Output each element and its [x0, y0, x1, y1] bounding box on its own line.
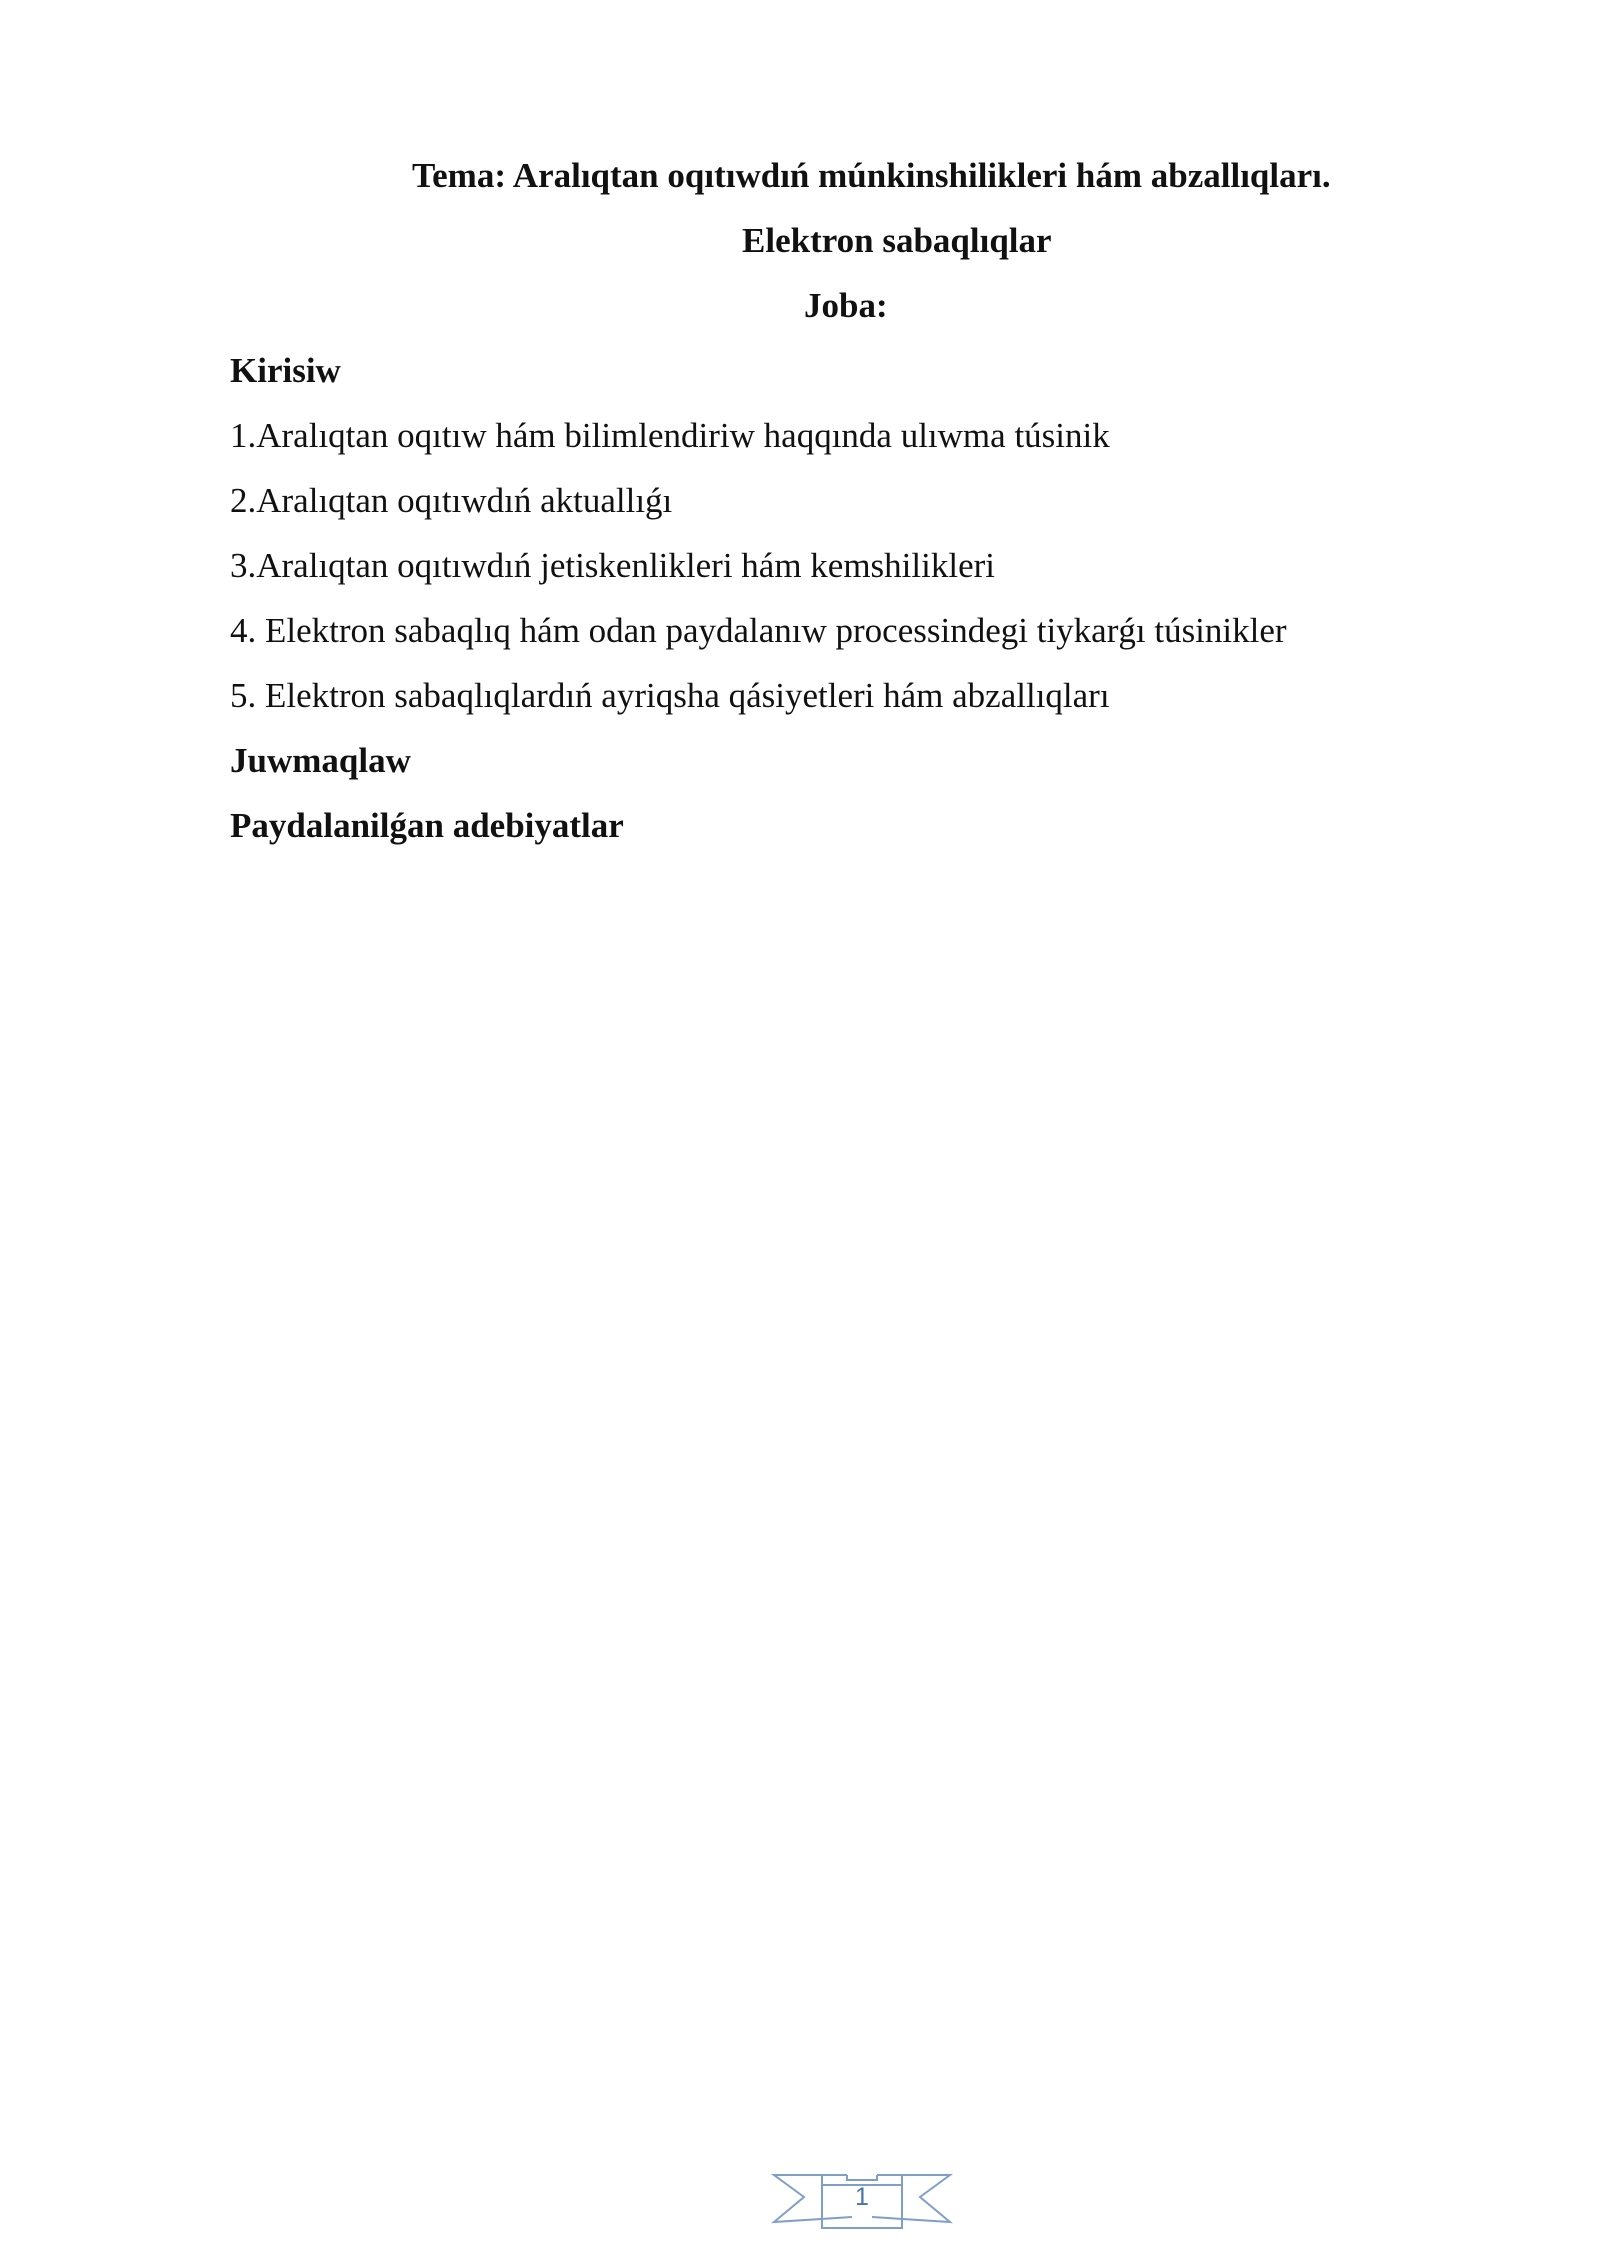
plan-item: 3.Aralıqtan oqıtıwdıń jetiskenlikleri hám kemshilikleri [230, 546, 995, 585]
plan-item: 2.Aralıqtan oqıtıwdıń aktuallıǵı [230, 481, 673, 520]
plan-item: 4. Elektron sabaqlıq hám odan paydalanıw processindegi tiykarǵı túsinikler [230, 611, 1287, 650]
section-references: Paydalanilǵan adebiyatlar [230, 806, 624, 845]
section-conclusion: Juwmaqlaw [230, 741, 411, 780]
plan-item: 5. Elektron sabaqlıqlardıń ayriqsha qásiyetleri hám abzallıqları [230, 676, 1110, 715]
section-intro: Kirisiw [230, 351, 341, 390]
plan-item: 1.Aralıqtan oqıtıw hám bilimlendiriw haqqında ulıwma túsinik [230, 416, 1110, 455]
page-number: 1 [855, 2183, 869, 2211]
document-subtitle: Elektron sabaqlıqlar [742, 221, 1052, 260]
plan-heading: Joba: [804, 286, 888, 325]
document-title: Tema: Aralıqtan oqıtıwdıń múnkinshilikleri hám abzallıqları. [412, 156, 1331, 195]
